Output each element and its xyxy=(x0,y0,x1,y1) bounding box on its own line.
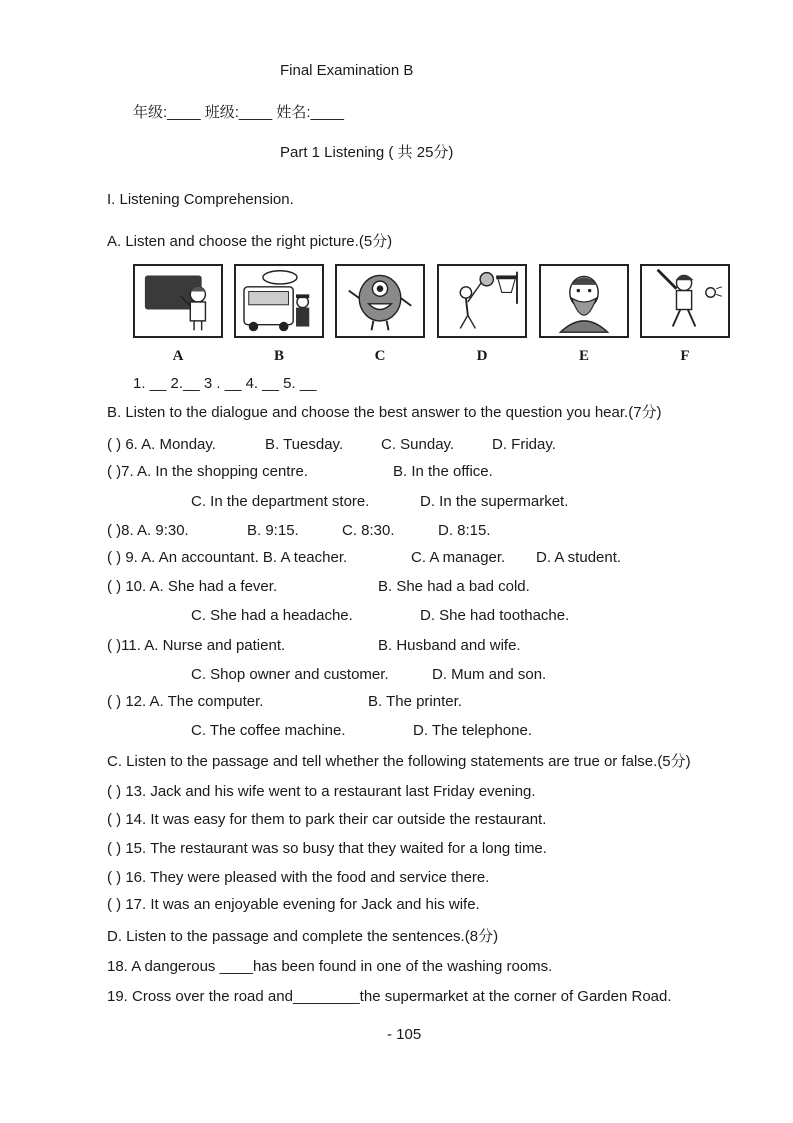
exam-title: Final Examination B xyxy=(280,62,414,79)
option-c: C. Sunday. xyxy=(381,436,455,453)
picture-label-f: F xyxy=(680,348,690,364)
boy-playing-baseball-icon xyxy=(642,266,728,336)
section-d-heading: D. Listen to the passage and complete the sentences.(8分) xyxy=(107,928,499,945)
option-c: C. The coffee machine. xyxy=(191,722,346,739)
picture-d xyxy=(437,264,527,338)
statement-16: ( ) 16. They were pleased with the food and service there. xyxy=(107,869,490,886)
bearded-sage-icon xyxy=(541,266,627,336)
option-d: D. Mum and son. xyxy=(432,666,547,683)
section-heading-listening: I. Listening Comprehension. xyxy=(107,191,294,208)
picture-label-a: A xyxy=(172,348,184,364)
option-b: B. The printer. xyxy=(368,693,462,710)
question-6: ( ) 6. A. Monday. xyxy=(107,436,216,453)
option-d: D. A student. xyxy=(536,549,622,566)
question-9: ( ) 9. A. An accountant. B. A teacher. xyxy=(107,549,348,566)
option-d: D. In the supermarket. xyxy=(420,493,569,510)
option-d: D. The telephone. xyxy=(413,722,532,739)
option-d: D. 8:15. xyxy=(438,522,491,539)
question-12: ( ) 12. A. The computer. xyxy=(107,693,264,710)
picture-c xyxy=(335,264,425,338)
picture-b xyxy=(234,264,324,338)
student-info-line: 年级:____ 班级:____ 姓名:____ xyxy=(133,104,344,121)
statement-13: ( ) 13. Jack and his wife went to a restaurant last Friday evening. xyxy=(107,783,536,800)
option-b: B. She had a bad cold. xyxy=(378,578,530,595)
option-c: C. A manager. xyxy=(411,549,506,566)
option-d: D. She had toothache. xyxy=(420,607,570,624)
picture-label-e: E xyxy=(578,348,589,364)
statement-15: ( ) 15. The restaurant was so busy that they waited for a long time. xyxy=(107,840,547,857)
statement-14: ( ) 14. It was easy for them to park their car outside the restaurant. xyxy=(107,811,547,828)
picture-f xyxy=(640,264,730,338)
question-8: ( )8. A. 9:30. xyxy=(107,522,189,539)
question-11: ( )11. A. Nurse and patient. xyxy=(107,637,286,654)
option-b: B. In the office. xyxy=(393,463,493,480)
picture-a xyxy=(133,264,223,338)
section-b-heading: B. Listen to the dialogue and choose the best answer to the question you hear.(7分) xyxy=(107,404,662,421)
section-a-heading: A. Listen and choose the right picture.(5分) xyxy=(107,233,393,250)
option-c: C. She had a headache. xyxy=(191,607,353,624)
part-title: Part 1 Listening ( 共 25分) xyxy=(280,144,454,161)
sentence-19: 19. Cross over the road and________the supermarket at the corner of Garden Road. xyxy=(107,988,672,1005)
option-c: C. 8:30. xyxy=(342,522,395,539)
page-number: - 105 xyxy=(387,1026,422,1043)
picture-e xyxy=(539,264,629,338)
option-d: D. Friday. xyxy=(492,436,556,453)
option-c: C. Shop owner and customer. xyxy=(191,666,389,683)
sentence-18: 18. A dangerous ____has been found in one of the washing rooms. xyxy=(107,958,553,975)
option-b: B. Tuesday. xyxy=(265,436,344,453)
bus-driver-icon xyxy=(236,266,322,336)
option-c: C. In the department store. xyxy=(191,493,370,510)
one-eyed-monster-icon xyxy=(337,266,423,336)
question-10: ( ) 10. A. She had a fever. xyxy=(107,578,278,595)
picture-label-d: D xyxy=(476,348,488,364)
girl-at-blackboard-icon xyxy=(135,266,221,336)
picture-label-c: C xyxy=(374,348,386,364)
question-7: ( )7. A. In the shopping centre. xyxy=(107,463,308,480)
answer-blanks: 1. __ 2.__ 3 . __ 4. __ 5. __ xyxy=(133,375,317,392)
statement-17: ( ) 17. It was an enjoyable evening for Jack and his wife. xyxy=(107,896,480,913)
option-b: B. Husband and wife. xyxy=(378,637,521,654)
section-c-heading: C. Listen to the passage and tell whether the following statements are true or false.(5分) xyxy=(107,753,691,770)
picture-label-b: B xyxy=(273,348,284,364)
girl-playing-basketball-icon xyxy=(439,266,525,336)
option-b: B. 9:15. xyxy=(247,522,299,539)
